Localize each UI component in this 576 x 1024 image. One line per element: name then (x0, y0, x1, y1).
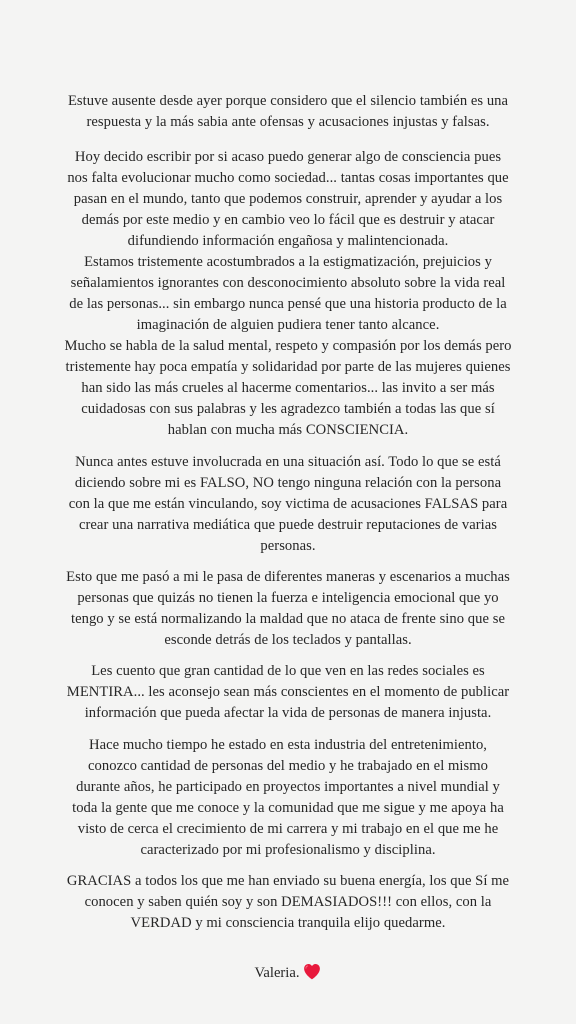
text-line: caracterizado por mi profesionalismo y disciplina. (140, 842, 436, 858)
text-line: durante años, he participado en proyectos importantes a nivel mundial y (76, 779, 500, 795)
statement-paragraph-4 (10, 452, 566, 557)
text-line: de las personas... sin embargo nunca pensé que una historia producto de la (69, 296, 507, 312)
signature-name: Valeria. (254, 965, 300, 981)
text-line: tengo y se está normalizando la maldad que no ataca de frente sino que se (70, 611, 505, 627)
text-line: VERDAD y mi consciencia tranquila elijo quedarme. (130, 915, 446, 931)
heart-icon (303, 963, 321, 980)
text-line: Esto que me pasó a mi le pasa de diferentes maneras y escenarios a muchas (66, 569, 510, 585)
text-line: han sido las más crueles al hacerme comentarios... las invito a ser más (81, 380, 495, 396)
statement-paragraph-7 (10, 735, 566, 861)
text-line: crear una narrativa mediática que puede destruir reputaciones de varias (78, 517, 498, 533)
text-line: respuesta y la más sabia ante ofensas y acusaciones injustas y falsas. (86, 114, 490, 130)
text-line: GRACIAS a todos los que me han enviado su buena energía, los que Sí me (66, 873, 510, 889)
text-line: esconde detrás de los teclados y pantallas. (164, 632, 412, 648)
signature (0, 963, 576, 984)
text-line: señalamientos ignorantes con desconocimiento absoluto sobre la vida real (70, 275, 506, 291)
text-line: pasan en el mundo, tanto que podemos construir, aprender y ayudar a los (73, 191, 503, 207)
text-line: toda la gente que me conoce y la comunidad que me sigue y me apoya ha (72, 800, 504, 816)
text-line: nos falta evolucionar mucho como sociedad... tantas cosas importantes que (67, 170, 509, 186)
statement-paragraph-1 (10, 91, 566, 133)
text-line: Estamos tristemente acostumbrados a la estigmatización, prejuicios y (84, 254, 492, 270)
text-line: Les cuento que gran cantidad de lo que ven en las redes sociales es (91, 663, 485, 679)
text-line: cuidadosas con sus palabras y les agradezco también a todas las que sí (81, 401, 495, 417)
statement-paragraph-6 (10, 661, 566, 724)
text-line: MENTIRA... les aconsejo sean más conscientes en el momento de publicar (66, 684, 510, 700)
text-line: Hace mucho tiempo he estado en esta industria del entretenimiento, (88, 737, 487, 753)
text-line: personas. (260, 538, 316, 554)
text-line: con la que me están vinculando, soy victima de acusaciones FALSAS para (68, 496, 508, 512)
text-line: conozco cantidad de personas del medio y he trabajado en el mismo (88, 758, 488, 774)
text-line: Mucho se habla de la salud mental, respeto y compasión por los demás pero (64, 338, 512, 354)
statement-paragraph-5 (10, 567, 566, 651)
text-line: diciendo sobre mi es FALSO, NO tengo ninguna relación con la persona (74, 475, 502, 491)
text-line: demás por este medio y en cambio veo lo fácil que es destruir y atacar (81, 212, 495, 228)
text-line: Nunca antes estuve involucrada en una situación así. Todo lo que se está (75, 454, 501, 470)
text-line: imaginación de alguien pudiera tener tanto alcance. (136, 317, 440, 333)
text-line: información que pueda afectar la vida de personas de manera injusta. (84, 705, 492, 721)
statement-paragraph-3 (10, 336, 566, 441)
statement-paragraph-8 (10, 871, 566, 934)
text-line: Estuve ausente desde ayer porque considero que el silencio también es una (67, 93, 509, 109)
text-line: tristemente hay poca empatía y solidaridad por parte de las mujeres quienes (65, 359, 511, 375)
text-line: personas que quizás no tienen la fuerza e inteligencia emocional que yo (77, 590, 499, 606)
statement-paragraph-2 (10, 147, 566, 336)
text-line: Hoy decido escribir por si acaso puedo generar algo de consciencia pues (74, 149, 502, 165)
text-line: visto de cerca el crecimiento de mi carrera y mi trabajo en el que me he (77, 821, 499, 837)
text-line: hablan con mucha más CONSCIENCIA. (167, 422, 409, 438)
text-line: difundiendo información engañosa y malintencionada. (127, 233, 449, 249)
text-line: conocen y saben quién soy y son DEMASIADOS!!! con ellos, con la (84, 894, 492, 910)
